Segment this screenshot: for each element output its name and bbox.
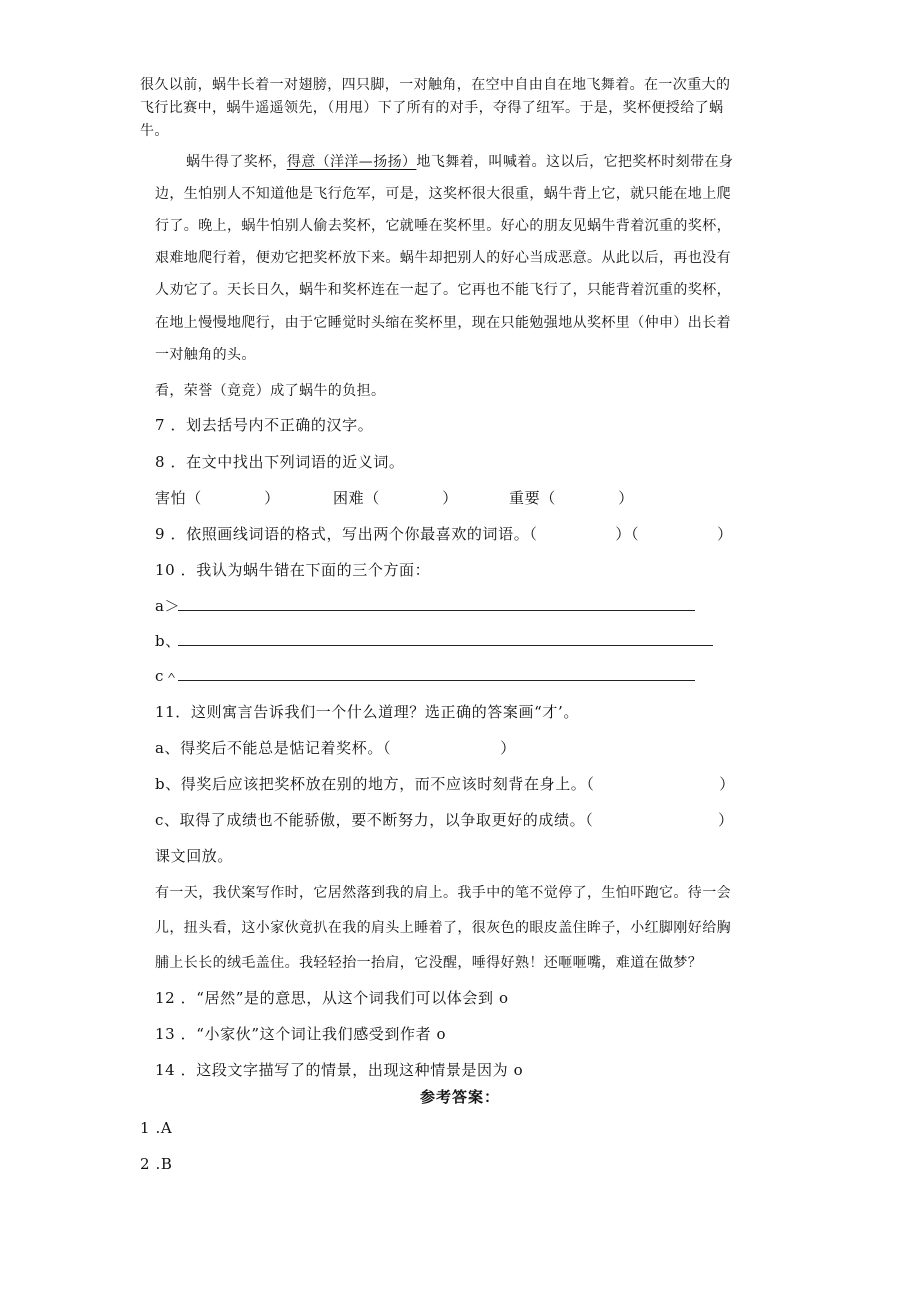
question-11-option-a: a、得奖后不能总是惦记着奖杯。（ ） xyxy=(155,739,516,757)
passage1-line-1: 很久以前，蜗牛长着一对翅膀，四只脚，一对触角，在空中自由自在地飞舞着。在一次重大的 xyxy=(140,77,731,93)
answer-1: 1 .A xyxy=(140,1119,173,1137)
question-11-option-c: c、取得了成绩也不能骄傲，要不断努力，以争取更好的成绩。（ ） xyxy=(155,811,734,829)
passage2-line-1: 有一天，我伏案写作时，它居然落到我的肩上。我手中的笔不觉停了，生怕吓跑它。待一会 xyxy=(155,885,731,901)
answer-2: 2 .B xyxy=(140,1155,173,1173)
question-12: 12 ．“居然”是的意思，从这个词我们可以体会到 o xyxy=(155,989,509,1007)
question-7: 7 ．划去括号内不正确的汉字。 xyxy=(155,416,374,434)
question-11: 11．这则寓言告诉我们一个什么道理？选正确的答案画“才’。 xyxy=(155,703,579,721)
question-10-label-b: b、 xyxy=(155,632,181,650)
para2-line1-pre: 蜗牛得了奖杯， xyxy=(186,154,287,170)
question-10-label-c: c＾ xyxy=(155,667,180,685)
passage1-line-3: 牛。 xyxy=(140,123,169,139)
question-8-option-b: 困难（ ） xyxy=(333,489,458,507)
passage1-para2-line-6: 在地上慢慢地爬行，由于它睡觉时头缩在奖杯里，现在只能勉强地从奖杯里（仲申）出长着 xyxy=(155,315,731,331)
passage1-para2-line-3: 行了。晚上，蜗牛怕别人偷去奖杯，它就唾在奖杯里。好心的朋友见蜗牛背着沉重的奖杯， xyxy=(155,218,731,234)
passage2-line-2: 儿，扭头看，这小家伙竟扒在我的肩头上睡着了，很灰色的眼皮盖住眸子，小红脚刚好给胸 xyxy=(155,920,731,936)
passage1-para2-line-5: 人劝它了。天长日久，蜗牛和奖杯连在一起了。它再也不能飞行了，只能背着沉重的奖杯， xyxy=(155,282,731,298)
passage1-para2-line-1 xyxy=(186,152,733,172)
passage2-line-3: 脯上长长的绒毛盖住。我轻轻抬一抬肩，它没醒，唾得好熟！还咂咂嘴，难道在做梦？ xyxy=(155,955,703,971)
question-10: 10 ．我认为蜗牛错在下面的三个方面： xyxy=(155,561,431,579)
answer-line-a[interactable] xyxy=(178,610,695,611)
underlined-phrase: 得意（洋洋—扬扬） xyxy=(286,154,417,170)
answer-line-c[interactable] xyxy=(178,680,695,681)
passage1-para2-line-4: 艰难地爬行着，便劝它把奖杯放下来。蜗牛却把别人的好心当成恶意。从此以后，再也没有 xyxy=(155,250,731,266)
recall-heading: 课文回放。 xyxy=(155,847,234,865)
question-11-option-b: b、得奖后应该把奖杯放在别的地方，而不应该时刻背在身上。（ ） xyxy=(155,775,735,793)
passage1-para2-line-2: 边，生怕别人不知道他是飞行危军，可是，这奖杯很大很重，蜗牛背上它，就只能在地上爬 xyxy=(155,186,731,202)
question-14: 14 ．这段文字描写了的情景，出现这种情景是因为 o xyxy=(155,1061,524,1079)
question-13: 13 ．“小家伙”这个词让我们感受到作者 o xyxy=(155,1025,447,1043)
question-9: 9 ．依照画线词语的格式，写出两个你最喜欢的词语。（ ）（ ） xyxy=(155,525,733,543)
answer-line-b[interactable] xyxy=(178,645,713,646)
question-8: 8 ．在文中找出下列词语的近义词。 xyxy=(155,453,405,471)
question-8-option-c: 重要（ ） xyxy=(509,489,634,507)
para2-line1-post: 地飞舞着，叫喊着。这以后，它把奖杯时刻带在身 xyxy=(416,154,734,170)
passage1-line-2: 飞行比赛中，蜗牛遥遥领先，（用甩）下了所有的对手，夺得了纽军。于是，奖杯便授给了蜗 xyxy=(140,100,724,116)
passage1-para2-line-7: 一对触角的头。 xyxy=(155,347,256,363)
question-8-option-a: 害怕（ ） xyxy=(155,489,280,507)
answers-heading: 参考答案： xyxy=(419,1088,500,1106)
question-10-label-a: a＞ xyxy=(155,597,181,615)
passage1-para3: 看，荣誉（竟竞）成了蜗牛的负担。 xyxy=(155,383,386,399)
